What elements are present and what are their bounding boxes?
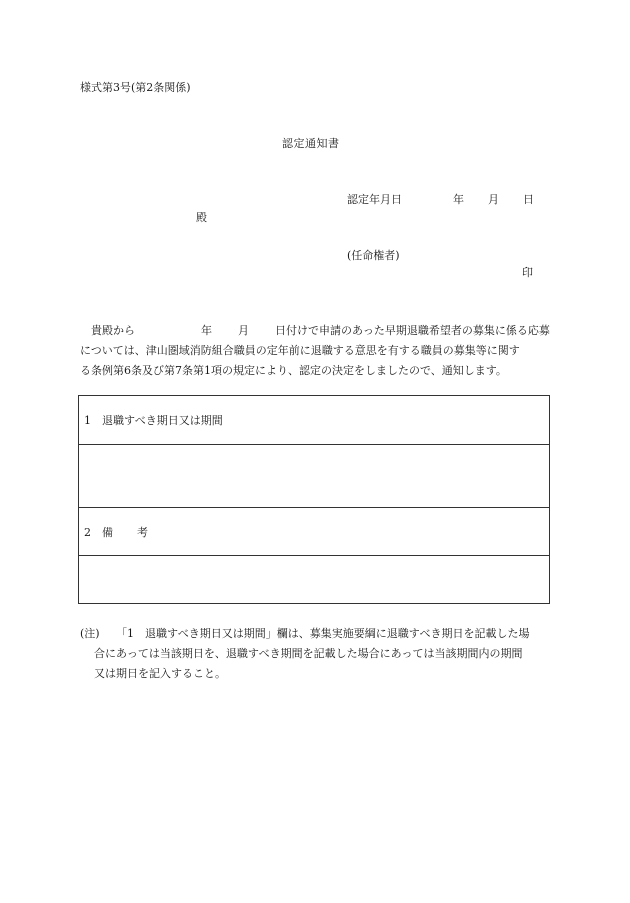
- note-line-2: 合にあっては当該期日を、退職すべき期間を記載した場合にあっては当該期間内の期間: [94, 647, 523, 660]
- addressee-suffix: 殿: [196, 211, 207, 224]
- item-2-label-b: 考: [137, 526, 148, 539]
- body-line-3: る条例第6条及び第7条第1項の規定により、認定の決定をしましたので、通知します。: [80, 364, 507, 377]
- body-month-label: 月: [238, 324, 249, 337]
- item-2-label-a: 備: [102, 526, 113, 539]
- note-mark: (注): [80, 627, 100, 640]
- certification-date-label: 認定年月日: [347, 193, 402, 206]
- remarks-header: [84, 527, 148, 538]
- footnote: [80, 624, 556, 684]
- retirement-date-header: [84, 415, 223, 426]
- date-year-label: 年: [453, 193, 464, 206]
- retirement-date-header-row: [79, 396, 549, 444]
- item-2-number: 2: [84, 526, 91, 539]
- remarks-entry-cell[interactable]: [79, 555, 549, 603]
- body-line-1-end: 日付けで申請のあった早期退職希望者の募集に係る応募: [275, 324, 550, 337]
- remarks-header-row: [79, 507, 549, 555]
- form-number: 様式第3号(第2条関係): [80, 81, 191, 94]
- note-line-1: [80, 624, 556, 644]
- note-line-1-text: 「1 退職すべき期日又は期間」欄は、募集実施要綱に退職すべき期日を記載した場: [116, 627, 530, 640]
- appointing-authority-label: (任命権者): [347, 249, 400, 262]
- body-line-2: については、津山圏域消防組合職員の定年前に退職する意思を有する職員の募集等に関す: [80, 344, 520, 357]
- body-line-1: [80, 321, 555, 341]
- body-year-label: 年: [201, 324, 212, 337]
- seal-mark: 印: [522, 266, 533, 279]
- note-line-3: 又は期日を記入すること。: [94, 667, 226, 680]
- body-line-1-start: 貴殿から: [91, 324, 135, 337]
- details-table: [78, 395, 550, 604]
- document-title: 認定通知書: [282, 137, 340, 150]
- item-1-number: 1: [84, 414, 91, 427]
- date-day-label: 日: [523, 193, 534, 206]
- item-1-label: 退職すべき期日又は期間: [102, 414, 223, 427]
- date-month-label: 月: [488, 193, 499, 206]
- notice-body: [80, 321, 555, 381]
- retirement-date-entry-cell[interactable]: [79, 444, 549, 507]
